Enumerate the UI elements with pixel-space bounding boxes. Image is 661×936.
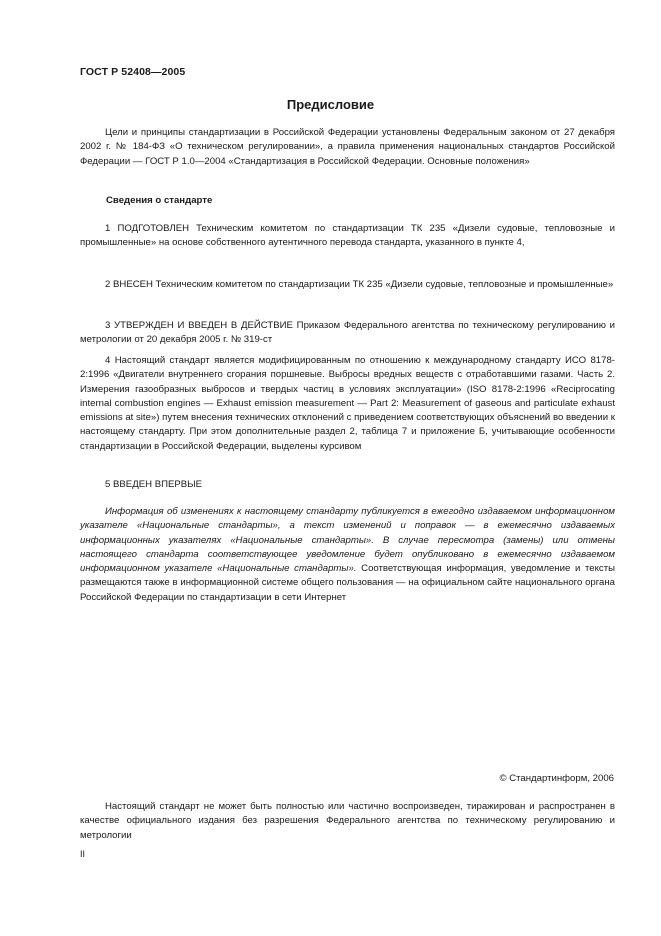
info-italic-text: Информация об изменениях к настоящему стандарту публикуется в ежегодно издаваемом информационном указателе «Национальные стандарты», а текст изменений и поправок — в ежемесячно издаваемых информационных указателях «Национальные стандарты». В случае пересмотра (замены) или отмены настоящего стандарта соответствующее уведомление будет опубликовано в ежемесячно издаваемом информационном указателе «Национальные стандарты». (80, 506, 615, 575)
item-5-paragraph: 5 ВВЕДЕН ВПЕРВЫЕ (105, 479, 203, 490)
page-title: Предисловие (286, 97, 375, 112)
document-header: ГОСТ Р 52408—2005 (80, 66, 186, 78)
item-3-paragraph: 3 УТВЕРЖДЕН И ВВЕДЕН В ДЕЙСТВИЕ Приказом Федерального агентства по техническому регулированию и метрологии от 20 декабря 2005 г. № 319-ст (80, 320, 615, 346)
info-normal-text: Соответствующая информация, уведомление и тексты размещаются также в информационной системе общего пользования — на официальном сайте национального органа Российской Федерации по стандартизации в сети Интернет (80, 563, 615, 603)
notice-paragraph: Настоящий стандарт не может быть полностью или частично воспроизведен, тиражирован и распространен в качестве официального издания без разрешения Федерального агентства по техническому регулированию и метрологии (80, 801, 615, 841)
item-2-paragraph: 2 ВНЕСЕН Техническим комитетом по стандартизации ТК 235 «Дизели судовые, тепловозные и промышленные» (105, 279, 614, 290)
info-paragraph (80, 505, 615, 605)
intro-paragraph: Цели и принципы стандартизации в Российской Федерации установлены Федеральным законом от 27 декабря 2002 г. № 184-ФЗ «О техническом регулировании», а правила применения национальных стандартов Российской Федерации — ГОСТ Р 1.0—2004 «Стандартизация в Российской Федерации. Основные положения» (80, 127, 615, 167)
page-number: II (80, 849, 86, 859)
section-subtitle: Сведения о стандарте (106, 195, 213, 206)
item-1-paragraph: 1 ПОДГОТОВЛЕН Техническим комитетом по стандартизации ТК 235 «Дизели судовые, тепловозные и промышленные» на основе собственного аутентичного перевода стандарта, указанного в пункте 4, (80, 223, 615, 249)
copyright-line: © Стандартинформ, 2006 (499, 773, 614, 784)
item-4-paragraph: 4 Настоящий стандарт является модифицированным по отношению к международному стандарту ИСО 8178-2:1996 «Двигатели внутреннего сгорания поршневые. Выбросы вредных веществ с отработавшими газами. Часть 2. Измерения газообразных выбросов и твердых частиц в условиях эксплуатации» (ISO 8178-2:1996 «Reciprocating internal combustion engines — Exhaust emission measurement — Part 2: Measurement of gaseous and particulate exhaust emissions at site») путем внесения технических отклонений с приведением соответствующих объяснений во введении к настоящему стандарту. При этом дополнительные раздел 2, таблица 7 и приложение Б, учитывающие особенности стандартизации в Российской Федерации, выделены курсивом (80, 355, 615, 452)
